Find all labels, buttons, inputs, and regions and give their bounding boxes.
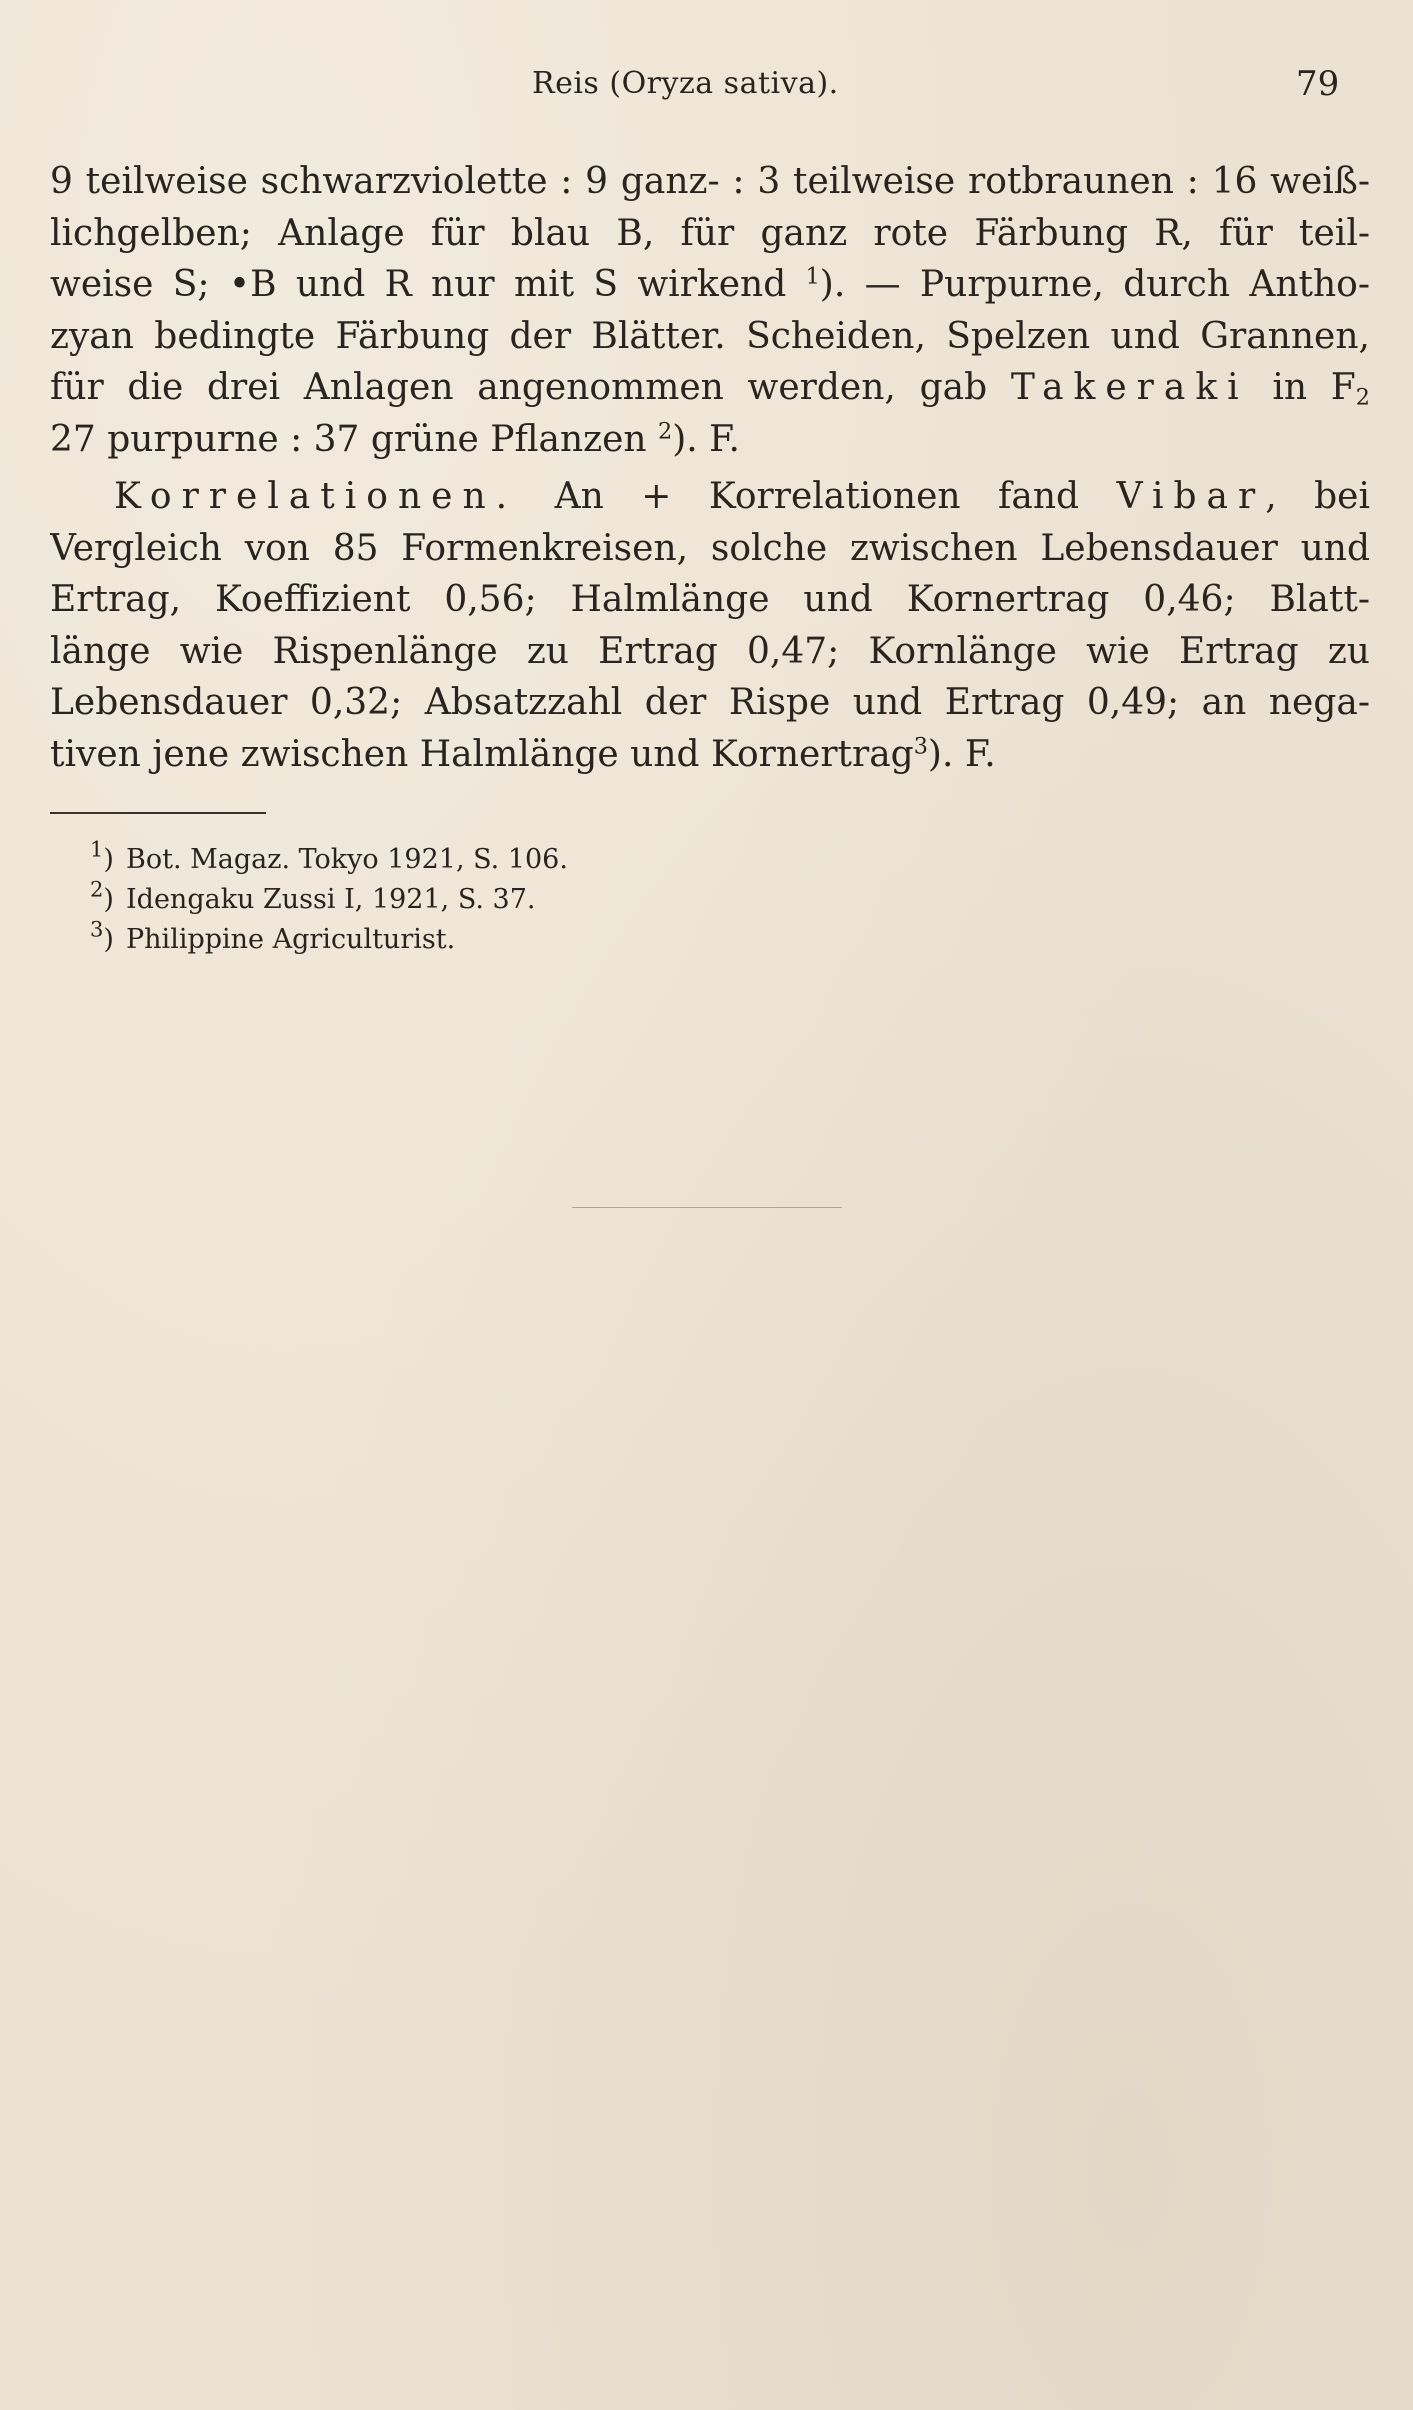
text-line: 9 teilweise schwarzviolette : 9 ganz- : 3 teilweise rotbraunen : 16 weiß- bbox=[50, 161, 1370, 202]
faint-rule bbox=[572, 1207, 842, 1208]
footnote-divider bbox=[50, 812, 266, 814]
footnote-number: 3 bbox=[90, 916, 104, 942]
text-line: Lebensdauer 0,32; Absatzzahl der Rispe und Ertrag 0,49; an nega- bbox=[50, 682, 1370, 723]
footnote-ref: 2 bbox=[658, 418, 673, 445]
text-line: lichgelben; Anlage für blau B, für ganz rote Färbung R, für teil- bbox=[50, 212, 1370, 254]
footnote-text: Bot. Magaz. Tokyo 1921, S. 106. bbox=[126, 844, 568, 875]
body-text bbox=[50, 156, 1370, 780]
text-segment: 27 purpurne : 37 grüne Pflanzen bbox=[50, 418, 659, 460]
text-segment: ). F. bbox=[672, 418, 740, 460]
footnotes bbox=[90, 836, 1290, 960]
text-segment: ). F. bbox=[927, 733, 996, 775]
footnote-number: 2 bbox=[90, 876, 104, 902]
subscript: 2 bbox=[1355, 384, 1370, 411]
text-line bbox=[50, 729, 1370, 781]
author-name: Takeraki bbox=[1010, 367, 1249, 408]
footnote-ref: 3 bbox=[913, 733, 928, 760]
text-segment: in F bbox=[1248, 367, 1356, 408]
running-head bbox=[0, 66, 1413, 116]
text-segment: tiven jene zwischen Halmlänge und Kornertrag bbox=[50, 733, 914, 775]
footnote-ref: 1 bbox=[805, 263, 820, 290]
footnote-mark: $^3$) bbox=[90, 916, 114, 955]
section-heading: Korrelationen. bbox=[114, 476, 518, 517]
footnote-number: 1 bbox=[90, 836, 104, 862]
text-segment: An + Korrelationen fand bbox=[517, 476, 1117, 517]
text-line: Vergleich von 85 Formenkreisen, solche zwischen Lebensdauer und bbox=[50, 527, 1370, 569]
footnote-mark: $^1$) bbox=[90, 836, 114, 875]
text-segment: , bei bbox=[1265, 476, 1370, 517]
text-line: Ertrag, Koeffizient 0,56; Halmlänge und Kornertrag 0,46; Blatt- bbox=[50, 579, 1370, 620]
text-line bbox=[50, 414, 1370, 466]
footnote-text: Philippine Agriculturist. bbox=[126, 924, 456, 955]
footnote-text: Idengaku Zussi I, 1921, S. 37. bbox=[126, 884, 536, 915]
stray-mark: • bbox=[228, 264, 251, 305]
text-line bbox=[50, 259, 1370, 311]
text-segment: B und R nur mit S wirkend bbox=[250, 264, 806, 305]
page-number: 79 bbox=[1296, 64, 1340, 104]
footnote bbox=[90, 836, 1290, 880]
text-segment: ). — Purpurne, durch Antho- bbox=[819, 264, 1370, 305]
text-segment: weise S; bbox=[50, 264, 229, 305]
author-name: Vibar bbox=[1116, 476, 1266, 517]
running-title: Reis (Oryza sativa). bbox=[532, 66, 839, 101]
footnote bbox=[90, 876, 1290, 920]
footnote bbox=[90, 916, 1290, 960]
text-line bbox=[50, 362, 1370, 414]
footnote-mark: $^2$) bbox=[90, 876, 114, 915]
text-line: länge wie Rispenlänge zu Ertrag 0,47; Kornlänge wie Ertrag zu bbox=[50, 630, 1370, 672]
text-line: zyan bedingte Färbung der Blätter. Scheiden, Spelzen und Grannen, bbox=[50, 315, 1370, 357]
text-segment: für die drei Anlagen angenommen werden, gab bbox=[50, 367, 1011, 408]
text-line bbox=[50, 471, 1370, 523]
